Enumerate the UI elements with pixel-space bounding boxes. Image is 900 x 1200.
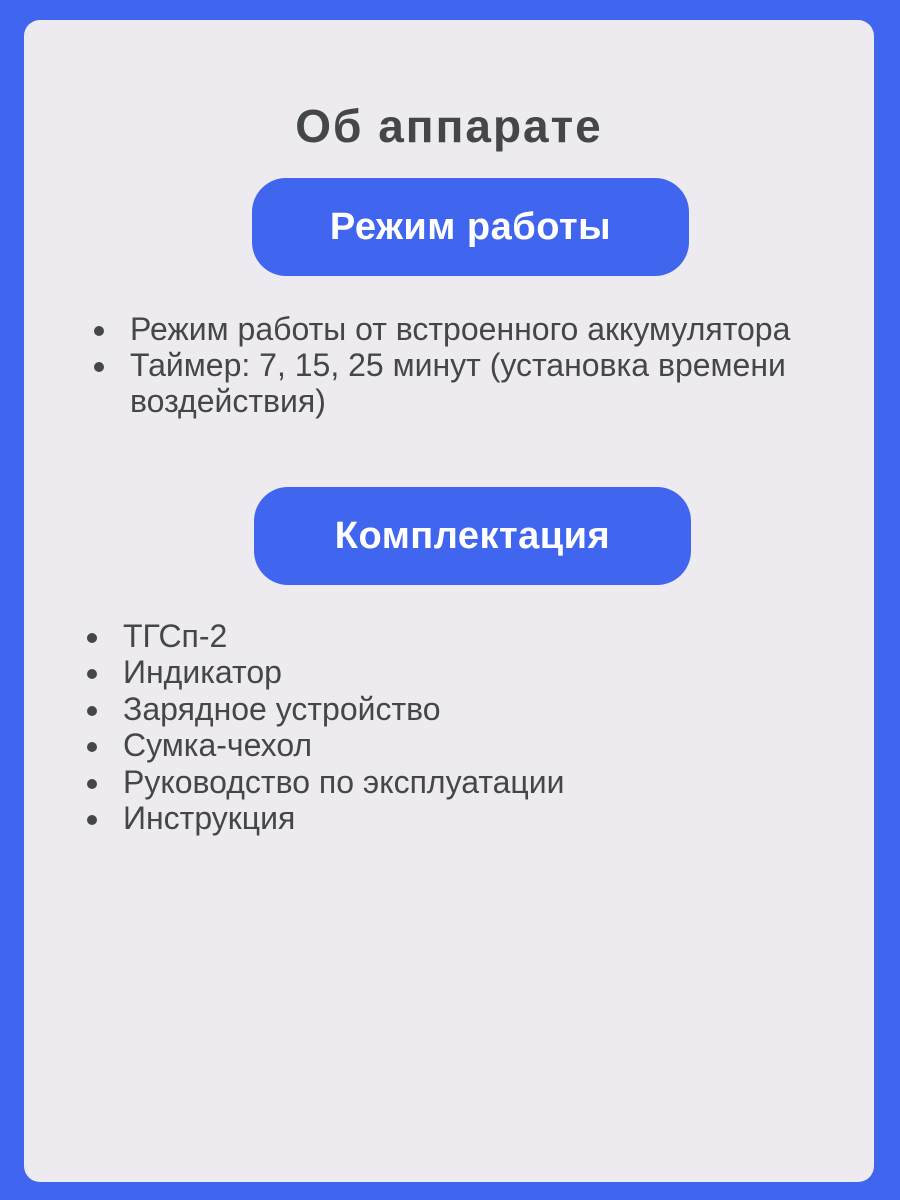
section-header-mode-label: Режим работы [329,205,612,248]
list-item [87,800,867,836]
bullet-icon [87,742,97,752]
list-item [87,691,867,727]
bullet-icon [87,706,97,716]
page-title: Об аппарате [295,100,603,152]
list-item-text: ТГСп-2 [123,618,228,654]
bullet-icon [87,633,97,643]
bullet-icon [94,362,104,372]
bullet-icon [87,815,97,825]
content-card [24,20,874,1182]
list-item-text: Индикатор [123,654,282,691]
kit-contents-list [87,618,867,836]
section-header-kit [254,487,691,585]
list-item [87,727,867,763]
list-item-text: Таймер: 7, 15, 25 минут (установка времени воздействия) [130,347,786,419]
list-item-text: Инструкция [123,800,296,837]
section-header-mode [252,178,689,276]
list-item [87,654,867,690]
list-item-text: Руководство по эксплуатации [123,763,565,800]
section-header-kit-label: Комплектация [334,514,611,557]
list-item-text: Режим работы от встроенного аккумулятора [130,311,791,347]
list-item [94,311,894,347]
bullet-icon [87,779,97,789]
bullet-icon [87,669,97,679]
list-item-text: Зарядное устройство [123,690,441,727]
bullet-icon [94,326,104,336]
mode-feature-list [94,311,894,419]
list-item [87,618,867,654]
list-item-text: Сумка-чехол [123,727,313,764]
list-item [94,347,894,419]
list-item [87,764,867,800]
